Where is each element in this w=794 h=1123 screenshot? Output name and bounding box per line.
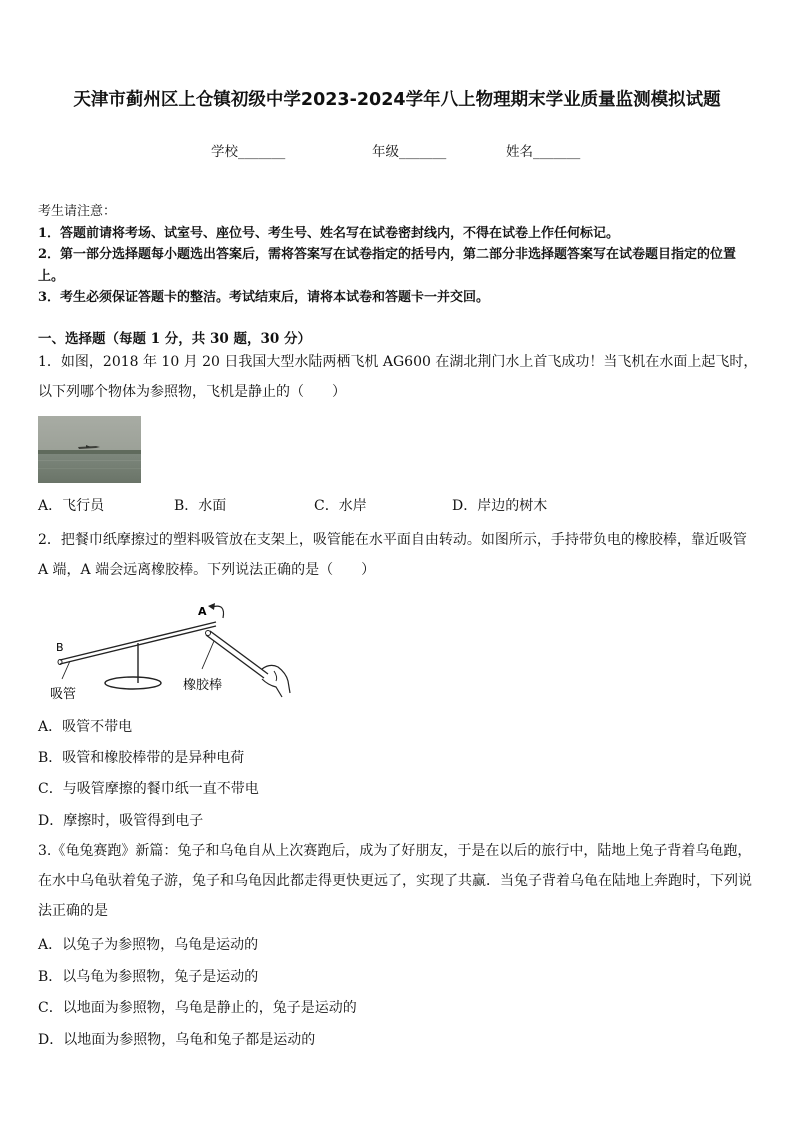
aircraft-photo — [38, 416, 141, 483]
note-item: 2．第一部分选择题每小题选出答案后，需将答案写在试卷指定的括号内，第二部分非选择题答案写在试卷题目指定的位置上。 — [38, 247, 737, 284]
label-rod: 橡胶棒 — [183, 678, 223, 693]
grade-field: 年级_______ — [372, 144, 447, 160]
q2-option-c[interactable]: C．与吸管摩擦的餐巾纸一直不带电 — [38, 781, 259, 797]
q1-option-a[interactable]: A．飞行员 — [38, 498, 105, 514]
exam-notes — [38, 201, 758, 309]
q1-option-d[interactable]: D．岸边的树木 — [452, 498, 548, 514]
q3-option-c[interactable]: C．以地面为参照物，乌龟是静止的，兔子是运动的 — [38, 1000, 357, 1016]
question-2-stem: 2．把餐巾纸摩擦过的塑料吸管放在支架上，吸管能在水平面自由转动。如图所示，手持带负电的橡胶棒，靠近吸管 A 端，A 端会远离橡胶棒。下列说法正确的是（ ） — [38, 532, 747, 578]
note-item: 1．答题前请将考场、试室号、座位号、考生号、姓名写在试卷密封线内，不得在试卷上作任何标记。 — [38, 225, 620, 241]
note-item: 3．考生必须保证答题卡的整洁。考试结束后，请将本试卷和答题卡一并交回。 — [38, 290, 490, 305]
name-field: 姓名_______ — [506, 144, 581, 160]
label-straw: 吸管 — [50, 687, 77, 702]
aircraft-photo-image — [38, 416, 141, 483]
q2-option-d[interactable]: D．摩擦时，吸管得到电子 — [38, 813, 204, 829]
label-b: B — [56, 641, 64, 654]
question-3-stem: 3.《龟兔赛跑》新篇：兔子和乌龟自从上次赛跑后，成为了好朋友，于是在以后的旅行中，陆地上兔子背着乌龟跑，在水中乌龟驮着兔子游，兔子和乌龟因此都走得更快更远了，实现了共赢．当兔子背着乌龟在陆地上奔跑时，下列说法正确的是 — [38, 843, 752, 919]
school-field: 学校_______ — [211, 144, 286, 160]
q3-option-b[interactable]: B．以乌龟为参照物，兔子是运动的 — [38, 969, 259, 985]
q2-option-b[interactable]: B．吸管和橡胶棒带的是异种电荷 — [38, 750, 245, 766]
q3-option-d[interactable]: D．以地面为参照物，乌龟和兔子都是运动的 — [38, 1032, 316, 1048]
page-title: 天津市蓟州区上仓镇初级中学2023-2024学年八上物理期末学业质量监测模拟试题 — [73, 90, 721, 110]
label-a: A — [198, 605, 207, 618]
q1-option-c[interactable]: C．水岸 — [314, 498, 367, 514]
notes-heading: 考生请注意： — [38, 204, 117, 219]
question-1-stem: 1．如图，2018 年 10 月 20 日我国大型水陆两栖飞机 AG600 在湖北荆门水上首飞成功！当飞机在水面上起飞时，以下列哪个物体为参照物，飞机是静止的（ ） — [38, 354, 758, 400]
q1-option-b[interactable]: B．水面 — [174, 498, 227, 514]
section-heading: 一、选择题（每题 1 分，共 30 题，30 分） — [38, 331, 311, 347]
straw-rod-diagram — [38, 593, 298, 708]
straw-rod-figure — [38, 593, 298, 708]
q2-option-a[interactable]: A．吸管不带电 — [38, 719, 133, 735]
q3-option-a[interactable]: A．以兔子为参照物，乌龟是运动的 — [38, 937, 259, 953]
